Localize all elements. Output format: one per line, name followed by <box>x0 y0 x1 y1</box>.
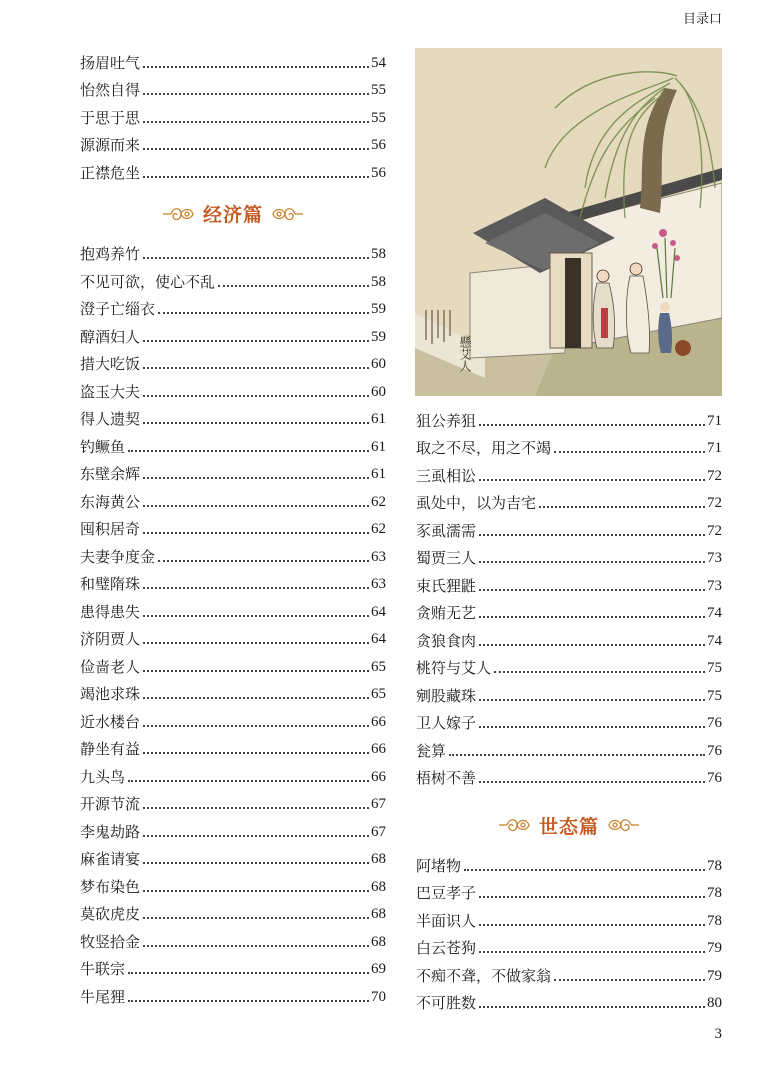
toc-entry-title: 患得患失 <box>80 602 141 621</box>
dot-leader <box>479 561 705 563</box>
toc-entry-title: 贪贿无艺 <box>416 604 477 622</box>
toc-entry[interactable] <box>416 879 722 907</box>
dot-leader <box>143 121 369 123</box>
toc-entry[interactable] <box>80 735 386 763</box>
toc-entry[interactable] <box>416 709 722 737</box>
toc-group-world <box>416 851 722 1016</box>
dot-leader <box>479 479 705 481</box>
toc-entry-title: 狙公养狙 <box>416 411 477 430</box>
toc-entry-page: 62 <box>371 493 386 510</box>
toc-entry-title: 不可胜数 <box>416 994 477 1012</box>
ornament-right-icon <box>271 204 305 224</box>
toc-entry-title: 贪狼食肉 <box>416 631 477 650</box>
toc-entry-page: 75 <box>707 660 722 676</box>
toc-entry[interactable] <box>80 48 386 76</box>
toc-entry[interactable] <box>80 267 386 295</box>
toc-entry-title: 囤积居奇 <box>80 520 141 538</box>
dot-leader <box>143 670 369 672</box>
toc-entry-page: 58 <box>371 246 386 262</box>
toc-entry-page: 59 <box>371 328 386 345</box>
dot-leader <box>143 340 369 342</box>
toc-entry[interactable] <box>416 906 722 934</box>
toc-entry-title: 正襟危坐 <box>80 163 141 182</box>
toc-entry[interactable] <box>80 295 386 323</box>
toc-entry-page: 66 <box>371 768 386 785</box>
toc-entry[interactable] <box>80 460 386 488</box>
ornament-left-icon <box>497 815 531 835</box>
dot-leader <box>128 780 369 782</box>
toc-entry[interactable] <box>80 350 386 378</box>
toc-entry[interactable] <box>80 652 386 680</box>
running-header: 目录口 <box>682 12 722 27</box>
illustration-painting <box>415 48 722 396</box>
toc-entry-title: 蜀贾三人 <box>416 549 477 567</box>
dot-leader <box>143 257 369 259</box>
dot-leader <box>479 896 705 898</box>
toc-entry-page: 58 <box>371 273 386 290</box>
toc-entry-title: 得人遗契 <box>80 410 141 428</box>
toc-entry-title: 卫人嫁子 <box>416 714 477 732</box>
toc-entry-title: 白云苍狗 <box>416 939 477 957</box>
toc-entry-page: 79 <box>707 967 722 984</box>
dot-leader <box>479 924 705 926</box>
toc-entry-title: 近水楼台 <box>80 712 141 731</box>
dot-leader <box>143 835 369 837</box>
toc-entry-page: 79 <box>707 940 722 956</box>
toc-entry-page: 68 <box>371 906 386 922</box>
toc-entry-title: 豕虱濡需 <box>416 521 477 540</box>
toc-entry-page: 62 <box>371 521 386 537</box>
toc-entry-page: 72 <box>707 495 722 511</box>
toc-entry-title: 瓮算 <box>416 741 447 760</box>
dot-leader <box>479 726 705 728</box>
dot-leader <box>143 367 369 369</box>
toc-entry[interactable] <box>416 599 722 627</box>
toc-entry-title: 剜股藏珠 <box>416 686 477 705</box>
dot-leader <box>128 450 369 452</box>
dot-leader <box>479 589 705 591</box>
toc-entry-page: 71 <box>707 440 722 456</box>
dot-leader <box>143 422 369 424</box>
dot-leader <box>143 890 369 892</box>
toc-entry[interactable] <box>80 76 386 104</box>
toc-entry-page: 61 <box>371 411 386 427</box>
dot-leader <box>479 1006 705 1008</box>
toc-entry-title: 虱处中，以为吉宅 <box>416 494 537 512</box>
toc-entry-page: 68 <box>371 851 386 867</box>
toc-entry-page: 56 <box>371 137 386 153</box>
toc-entry-title: 巴豆孝子 <box>416 884 477 902</box>
toc-entry[interactable] <box>416 516 722 544</box>
toc-entry-page: 55 <box>371 82 386 98</box>
toc-entry-page: 60 <box>371 383 386 400</box>
toc-left-column <box>80 48 386 1010</box>
dot-leader <box>143 395 369 397</box>
toc-entry[interactable] <box>416 626 722 654</box>
dot-leader <box>554 979 705 981</box>
toc-entry-title: 半面识人 <box>416 911 477 930</box>
toc-entry-title: 三虱相讼 <box>416 466 477 485</box>
toc-entry-page: 54 <box>371 54 386 71</box>
toc-entry-page: 72 <box>707 467 722 484</box>
toc-entry-title: 阿堵物 <box>416 856 462 875</box>
toc-entry-title: 源源而来 <box>80 136 141 154</box>
toc-entry-page: 80 <box>707 995 722 1011</box>
toc-entry-title: 措大吃饭 <box>80 355 141 373</box>
toc-right-column <box>416 406 722 1016</box>
toc-entry-title: 开源节流 <box>80 795 141 813</box>
dot-leader <box>143 862 369 864</box>
toc-entry-page: 60 <box>371 356 386 372</box>
toc-entry-page: 68 <box>371 933 386 950</box>
page-number: 3 <box>714 1026 722 1042</box>
toc-entry[interactable] <box>80 982 386 1010</box>
toc-entry[interactable] <box>416 654 722 682</box>
toc-entry-page: 69 <box>371 961 386 977</box>
toc-entry[interactable] <box>416 851 722 879</box>
toc-entry-page: 55 <box>371 109 386 126</box>
toc-entry-title: 梦布染色 <box>80 877 141 896</box>
toc-entry[interactable] <box>80 955 386 983</box>
toc-group-top <box>80 48 386 186</box>
toc-entry[interactable] <box>80 515 386 543</box>
toc-entry[interactable] <box>80 790 386 818</box>
toc-entry[interactable] <box>416 434 722 462</box>
toc-entry-page: 56 <box>371 164 386 181</box>
toc-entry-title: 扬眉吐气 <box>80 53 141 72</box>
toc-entry-title: 抱鸡养竹 <box>80 245 141 263</box>
toc-entry-page: 68 <box>371 878 386 895</box>
toc-entry-title: 怡然自得 <box>80 81 141 99</box>
toc-entry[interactable] <box>80 707 386 735</box>
dot-leader <box>479 781 705 783</box>
dot-leader <box>494 671 705 673</box>
toc-entry-page: 75 <box>707 687 722 704</box>
toc-entry-title: 澄子亡缁衣 <box>80 300 156 318</box>
toc-entry-title: 济阴贾人 <box>80 630 141 648</box>
toc-entry[interactable] <box>80 158 386 186</box>
toc-entry[interactable] <box>80 570 386 598</box>
toc-entry[interactable] <box>416 764 722 792</box>
dot-leader <box>143 66 369 68</box>
toc-entry[interactable] <box>80 103 386 131</box>
dot-leader <box>143 807 369 809</box>
section-heading-economy <box>80 194 386 234</box>
dot-leader <box>143 176 369 178</box>
dot-leader <box>143 725 369 727</box>
toc-entry-page: 70 <box>371 988 386 1005</box>
toc-entry[interactable] <box>80 625 386 653</box>
toc-entry-title: 李鬼劫路 <box>80 822 141 841</box>
toc-entry-title: 束氏狸鼪 <box>416 576 477 595</box>
toc-entry[interactable] <box>416 961 722 989</box>
toc-group-economy <box>80 240 386 1010</box>
toc-entry-page: 74 <box>707 632 722 649</box>
toc-entry-title: 和璧隋珠 <box>80 575 141 593</box>
dot-leader <box>143 148 369 150</box>
toc-entry[interactable] <box>80 131 386 159</box>
toc-entry-page: 65 <box>371 658 386 675</box>
toc-entry-page: 76 <box>707 715 722 731</box>
dot-leader <box>143 532 369 534</box>
toc-entry[interactable] <box>80 542 386 570</box>
toc-entry-title: 取之不尽，用之不竭 <box>416 439 552 457</box>
toc-entry-page: 78 <box>707 857 722 874</box>
toc-entry-title: 牛尾狸 <box>80 987 126 1006</box>
toc-entry-page: 76 <box>707 770 722 786</box>
toc-entry-title: 桃符与艾人 <box>416 659 492 677</box>
toc-entry[interactable] <box>416 934 722 962</box>
toc-entry-title: 钓鳜鱼 <box>80 437 126 456</box>
dot-leader <box>449 754 705 756</box>
toc-entry[interactable] <box>80 432 386 460</box>
dot-leader <box>158 560 369 562</box>
toc-entry-page: 61 <box>371 438 386 455</box>
toc-entry[interactable] <box>80 240 386 268</box>
section-heading-world <box>416 805 722 845</box>
dot-leader <box>143 917 369 919</box>
toc-entry-title: 不见可欲，使心不乱 <box>80 272 216 291</box>
toc-entry[interactable] <box>80 762 386 790</box>
toc-entry-title: 盗玉大夫 <box>80 382 141 401</box>
toc-entry[interactable] <box>80 872 386 900</box>
dot-leader <box>143 505 369 507</box>
toc-entry-title: 不痴不聋，不做家翁 <box>416 966 552 985</box>
toc-entry-title: 九头鸟 <box>80 767 126 786</box>
dot-leader <box>479 699 705 701</box>
toc-entry[interactable] <box>80 597 386 625</box>
toc-entry[interactable] <box>416 681 722 709</box>
dot-leader <box>143 587 369 589</box>
dot-leader <box>143 615 369 617</box>
dot-leader <box>479 616 705 618</box>
toc-entry[interactable] <box>80 845 386 873</box>
ornament-right-icon <box>607 815 641 835</box>
toc-entry[interactable] <box>80 487 386 515</box>
toc-entry-page: 64 <box>371 631 386 647</box>
toc-entry[interactable] <box>80 817 386 845</box>
dot-leader <box>218 285 369 287</box>
toc-entry-title: 麻雀请宴 <box>80 850 141 868</box>
dot-leader <box>143 477 369 479</box>
toc-entry-title: 牧竖拾金 <box>80 932 141 951</box>
toc-entry-title: 东壁余辉 <box>80 465 141 483</box>
dot-leader <box>143 642 369 644</box>
toc-entry[interactable] <box>416 989 722 1017</box>
dot-leader <box>143 945 369 947</box>
toc-entry-title: 莫砍虎皮 <box>80 905 141 923</box>
toc-entry[interactable] <box>416 736 722 764</box>
ornament-left-icon <box>161 204 195 224</box>
dot-leader <box>143 93 369 95</box>
toc-entry[interactable] <box>416 406 722 434</box>
toc-entry-title: 静坐有益 <box>80 740 141 758</box>
toc-entry[interactable] <box>416 489 722 517</box>
dot-leader <box>479 424 705 426</box>
dot-leader <box>158 312 369 314</box>
toc-entry-title: 东海黄公 <box>80 492 141 511</box>
toc-entry[interactable] <box>80 322 386 350</box>
toc-entry-page: 74 <box>707 605 722 621</box>
toc-entry-page: 66 <box>371 713 386 730</box>
toc-entry-title: 于思于思 <box>80 108 141 127</box>
toc-group-right <box>416 406 722 791</box>
toc-entry-title: 醇酒妇人 <box>80 327 141 346</box>
toc-entry-page: 59 <box>371 301 386 317</box>
toc-entry-title: 夫妻争度金 <box>80 547 156 566</box>
section-title-economy: 经济篇 <box>202 204 263 226</box>
dot-leader <box>479 951 705 953</box>
toc-entry-page: 78 <box>707 912 722 929</box>
toc-entry-title: 俭啬老人 <box>80 657 141 676</box>
toc-entry-page: 73 <box>707 577 722 594</box>
toc-entry-title: 梧树不善 <box>416 769 477 787</box>
toc-entry[interactable] <box>416 461 722 489</box>
toc-entry[interactable] <box>416 544 722 572</box>
dot-leader <box>143 752 369 754</box>
dot-leader <box>128 972 369 974</box>
dot-leader <box>554 451 705 453</box>
dot-leader <box>464 869 705 871</box>
dot-leader <box>143 697 369 699</box>
toc-entry[interactable] <box>80 377 386 405</box>
toc-entry-page: 67 <box>371 823 386 840</box>
toc-entry-page: 61 <box>371 466 386 482</box>
toc-entry[interactable] <box>80 927 386 955</box>
toc-entry[interactable] <box>80 900 386 928</box>
toc-entry-title: 牛联宗 <box>80 960 126 978</box>
toc-entry-page: 72 <box>707 522 722 539</box>
toc-entry-page: 64 <box>371 603 386 620</box>
toc-entry-page: 63 <box>371 576 386 592</box>
dot-leader <box>128 1000 369 1002</box>
dot-leader <box>479 534 705 536</box>
toc-entry-page: 67 <box>371 796 386 812</box>
toc-entry-page: 63 <box>371 548 386 565</box>
toc-entry[interactable] <box>80 680 386 708</box>
painting-inscription: 懸艾人 <box>458 336 472 372</box>
toc-entry-page: 76 <box>707 742 722 759</box>
dot-leader <box>539 506 705 508</box>
toc-entry-page: 66 <box>371 741 386 757</box>
toc-entry-page: 65 <box>371 686 386 702</box>
toc-entry-page: 71 <box>707 412 722 429</box>
toc-entry-page: 73 <box>707 550 722 566</box>
toc-entry[interactable] <box>80 405 386 433</box>
toc-entry-page: 78 <box>707 885 722 901</box>
toc-entry-title: 竭池求珠 <box>80 685 141 703</box>
section-title-world: 世态篇 <box>538 815 599 838</box>
dot-leader <box>479 644 705 646</box>
toc-entry[interactable] <box>416 571 722 599</box>
